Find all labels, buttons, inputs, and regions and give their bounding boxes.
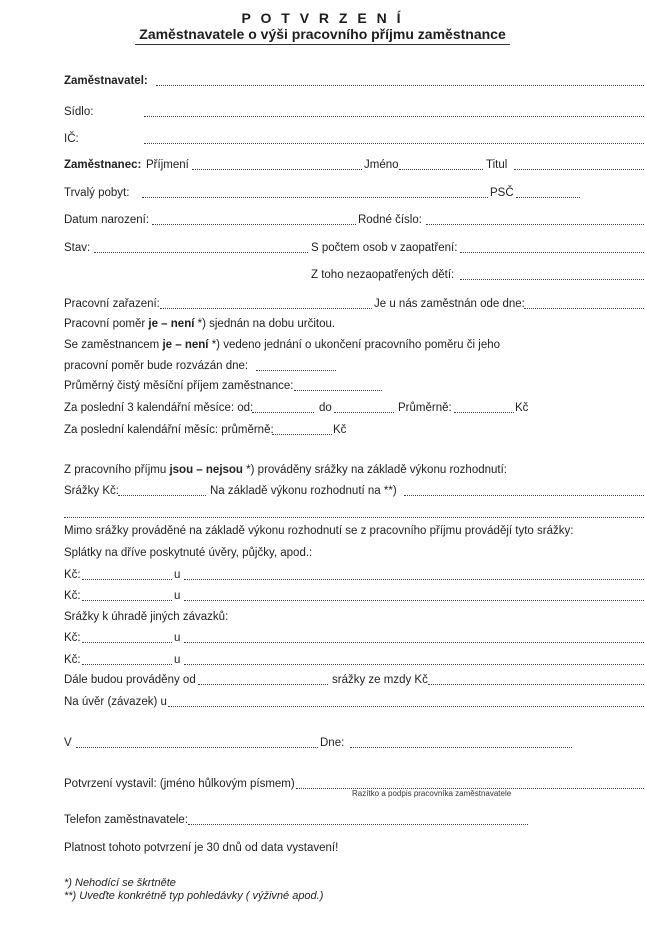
employed-since-field[interactable] [524, 293, 645, 309]
seat-label: Sídlo: [64, 106, 94, 118]
dependents-field[interactable] [460, 237, 645, 253]
loan2-kc-label: Kč: [64, 590, 81, 602]
place-date-row [64, 735, 584, 751]
residence-label: Trvalý pobyt: [64, 187, 130, 199]
avg-income-field[interactable] [294, 375, 382, 391]
contract-je-neni[interactable]: je – není [148, 318, 195, 330]
psc-label: PSČ [490, 187, 514, 199]
deductions-intro-prefix: Z pracovního příjmu [64, 464, 167, 476]
validity-row [64, 840, 584, 856]
position-row [64, 296, 584, 312]
further-row [64, 672, 584, 688]
stamp-label: Razítko a podpis pracovníka zaměstnavatele [352, 789, 512, 798]
srazky-row [64, 483, 584, 499]
other-debts-row [64, 609, 584, 625]
termination-row [64, 337, 584, 353]
last-month-row [64, 422, 584, 438]
residence-field[interactable] [142, 182, 488, 198]
debt1-kc-field[interactable] [82, 627, 172, 643]
residence-row [64, 185, 584, 201]
surname-field[interactable] [192, 154, 362, 170]
employer-field[interactable] [156, 70, 645, 86]
loan2-u-label: u [174, 590, 181, 602]
loan-line-1 [64, 567, 584, 583]
srazky-kc-field[interactable] [118, 480, 206, 496]
debt-line-1 [64, 630, 584, 646]
last-month-kc-label: Kč [333, 424, 347, 436]
children-label: Z toho nezaopatřených dětí: [311, 269, 455, 281]
phone-label: Telefon zaměstnavatele: [64, 814, 189, 826]
seat-field[interactable] [144, 101, 645, 117]
birth-date-label: Datum narození: [64, 214, 150, 226]
deductions-intro-row [64, 462, 584, 478]
last3-label: Za poslední 3 kalendářní měsíce: od: [64, 402, 254, 414]
employee-row [64, 157, 584, 173]
title-field[interactable] [514, 154, 645, 170]
dependents-label: S počtem osob v zaopatření: [311, 242, 458, 254]
birth-date-field[interactable] [152, 209, 356, 225]
footnote-1-text: *) Nehodící se škrtněte [64, 877, 176, 889]
srazky-extra-field[interactable] [64, 502, 645, 518]
termination-date-row [64, 358, 584, 374]
avg-income-label: Průměrný čistý měsíční příjem zaměstnance: [64, 380, 294, 392]
other-intro-label: Mimo srážky prováděné na základě výkonu rozhodnutí se z pracovního příjmu provádějí tyto srážky: [64, 525, 574, 537]
issued-by-field[interactable] [296, 773, 645, 789]
na-zaklade-field[interactable] [404, 480, 645, 496]
title-label: Titul [486, 159, 508, 171]
other-debts-label: Srážky k úhradě jiných závazků: [64, 611, 229, 623]
loans-row [64, 545, 584, 561]
further-kc-field[interactable] [428, 669, 645, 685]
children-row [64, 267, 584, 283]
status-label: Stav: [64, 242, 91, 254]
na-zaklade-label: Na základě výkonu rozhodnutí na **) [210, 485, 397, 497]
termination-date-label: pracovní poměr bude rozvázán dne: [64, 360, 249, 372]
date-field[interactable] [350, 732, 572, 748]
debt1-kc-label: Kč: [64, 632, 81, 644]
employed-since-label: Je u nás zaměstnán ode dne: [374, 298, 525, 310]
last-month-label: Za poslední kalendářní měsíc: průměrně: [64, 424, 274, 436]
last3-to-field[interactable] [334, 397, 394, 413]
loan1-u-field[interactable] [184, 564, 645, 580]
children-field[interactable] [460, 264, 645, 280]
loan1-u-label: u [174, 569, 181, 581]
deductions-intro-suffix: *) prováděny srážky na základě výkonu rozhodnutí: [246, 464, 507, 476]
employer-row [64, 73, 584, 89]
footnote-2-text: **) Uveďte konkrétně typ pohledávky ( výživné apod.) [64, 890, 324, 902]
debt2-u-label: u [174, 654, 181, 666]
birth-number-label: Rodné číslo: [358, 214, 422, 226]
v-label: V [64, 737, 72, 749]
status-field[interactable] [94, 237, 308, 253]
debt2-kc-field[interactable] [82, 649, 172, 665]
ico-row [64, 131, 584, 147]
form-subtitle: Zaměstnavatele o výši pracovního příjmu zaměstnance [139, 26, 506, 42]
employee-label: Zaměstnanec: [64, 159, 142, 171]
subtitle-underline [135, 44, 510, 45]
issued-by-label: Potvrzení vystavil: (jméno hůlkovým písmem) [64, 778, 295, 790]
contract-suffix: *) sjednán na dobu určitou. [197, 318, 336, 330]
further-label: Dále budou prováděny od [64, 674, 196, 686]
debt2-kc-label: Kč: [64, 654, 81, 666]
last3-from-field[interactable] [252, 397, 314, 413]
surname-label: Příjmení [146, 159, 189, 171]
last3-do-label: do [319, 402, 332, 414]
contract-prefix: Pracovní poměr [64, 318, 146, 330]
debt1-u-label: u [174, 632, 181, 644]
ico-field[interactable] [144, 128, 645, 144]
other-intro-row [64, 523, 584, 539]
termination-date-field[interactable] [256, 355, 336, 371]
further-mid-label: srážky ze mzdy Kč [332, 674, 428, 686]
dne-label: Dne: [320, 737, 345, 749]
employer-label: Zaměstnavatel: [64, 75, 148, 87]
contract-row [64, 316, 584, 332]
loan-to-field[interactable] [168, 691, 645, 707]
deductions-jsou-nejsou[interactable]: jsou – nejsou [169, 464, 243, 476]
srazky-kc-label: Srážky Kč: [64, 485, 119, 497]
form-title: P O T V R Z E N Í [241, 10, 404, 26]
srazky-extra-row [64, 505, 584, 521]
psc-field[interactable] [516, 182, 580, 198]
name-label: Jméno [364, 159, 399, 171]
avg-income-row [64, 378, 584, 394]
debt2-u-field[interactable] [184, 649, 645, 665]
phone-row [64, 812, 584, 828]
position-field[interactable] [160, 293, 372, 309]
termination-suffix: *) vedeno jednání o ukončení pracovního poměru či jeho [211, 339, 501, 351]
termination-je-neni[interactable]: je – není [162, 339, 209, 351]
last3-kc-label: Kč [515, 402, 529, 414]
loan-to-label: Na úvěr (závazek) u [64, 696, 167, 708]
footnote-2 [64, 888, 584, 904]
place-field[interactable] [76, 732, 318, 748]
debt1-u-field[interactable] [184, 627, 645, 643]
position-label: Pracovní zařazení: [64, 298, 160, 310]
ico-label: IČ: [64, 133, 79, 145]
loan1-kc-field[interactable] [82, 564, 172, 580]
termination-prefix: Se zaměstnancem [64, 339, 160, 351]
validity-text: Platnost tohoto potvrzení je 30 dnů od data vystavení! [64, 842, 339, 854]
status-row [64, 240, 584, 256]
seat-row [64, 104, 584, 120]
debt-line-2 [64, 652, 584, 668]
last3-avg-label: Průměrně: [398, 402, 452, 414]
loan2-kc-field[interactable] [82, 585, 172, 601]
last3-row [64, 400, 584, 416]
loan-to-row [64, 694, 584, 710]
loan-line-2 [64, 588, 584, 604]
last3-avg-field[interactable] [454, 397, 514, 413]
phone-field[interactable] [188, 809, 528, 825]
birth-row [64, 212, 584, 228]
last-month-field[interactable] [272, 419, 332, 435]
further-from-field[interactable] [198, 669, 328, 685]
loans-label: Splátky na dříve poskytnuté úvěry, půjčky, apod.: [64, 547, 313, 559]
birth-number-field[interactable] [426, 209, 645, 225]
loan1-kc-label: Kč: [64, 569, 81, 581]
loan2-u-field[interactable] [184, 585, 645, 601]
name-field[interactable] [399, 154, 483, 170]
